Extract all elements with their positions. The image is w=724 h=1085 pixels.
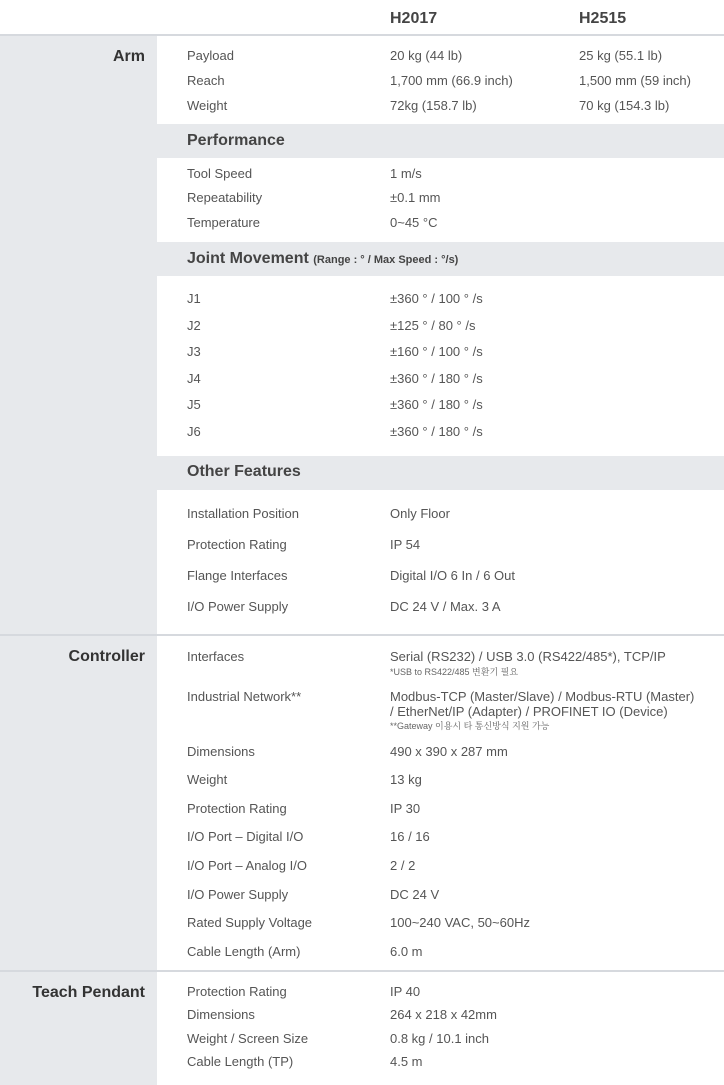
column-header-h2017: H2017 [390, 10, 438, 27]
spec-value: Digital I/O 6 In / 6 Out [390, 568, 515, 583]
spec-label: Repeatability [187, 190, 263, 205]
footnote: *USB to RS422/485 변환기 필요 [390, 667, 519, 677]
spec-value: 0~45 °C [390, 215, 438, 230]
joint-movement-title: Joint Movement [187, 250, 309, 267]
spec-label: Cable Length (Arm) [187, 944, 301, 959]
spec-value: 4.5 m [390, 1054, 423, 1069]
spec-label: Cable Length (TP) [187, 1054, 294, 1069]
spec-value: 16 / 16 [390, 829, 430, 844]
spec-value: / EtherNet/IP (Adapter) / PROFINET IO (Device) [390, 704, 668, 719]
spec-label: Temperature [187, 215, 260, 230]
spec-label: Reach [187, 73, 225, 88]
spec-label: I/O Power Supply [187, 599, 289, 614]
joint-value: ±160 ° / 100 ° /s [390, 344, 483, 359]
spec-label: Protection Rating [187, 984, 287, 999]
spec-label: I/O Power Supply [187, 887, 289, 902]
joint-label: J5 [187, 397, 201, 412]
joint-value: ±360 ° / 180 ° /s [390, 371, 483, 386]
spec-label: Tool Speed [187, 166, 253, 181]
spec-value-h2017: 1,700 mm (66.9 inch) [390, 73, 513, 88]
joint-label: J3 [187, 344, 201, 359]
joint-value: ±360 ° / 100 ° /s [390, 291, 483, 306]
spec-label: Weight / Screen Size [187, 1031, 309, 1046]
spec-value: IP 30 [390, 801, 421, 816]
spec-label: Weight [187, 98, 228, 113]
spec-label: Dimensions [187, 744, 255, 759]
column-header-h2515: H2515 [579, 10, 627, 27]
section-title-arm: Arm [112, 48, 145, 65]
joint-label: J6 [187, 424, 201, 439]
spec-label: Installation Position [187, 506, 300, 521]
spec-label: Industrial Network** [187, 689, 302, 704]
spec-label: I/O Port – Digital I/O [187, 829, 304, 844]
spec-value: 13 kg [390, 772, 422, 787]
spec-value-h2017: 20 kg (44 lb) [390, 48, 463, 63]
spec-value-h2515: 70 kg (154.3 lb) [579, 98, 670, 113]
section-divider-controller [0, 634, 724, 636]
spec-label: Protection Rating [187, 537, 287, 552]
joint-value: ±360 ° / 180 ° /s [390, 424, 483, 439]
joint-value: ±125 ° / 80 ° /s [390, 318, 476, 333]
spec-label: Flange Interfaces [187, 568, 288, 583]
spec-label: Payload [187, 48, 234, 63]
subsection-title-joint-movement [187, 250, 458, 268]
header-divider [0, 34, 724, 36]
spec-value: DC 24 V / Max. 3 A [390, 599, 501, 614]
footnote: **Gateway 이용시 타 통신방식 지원 가능 [390, 721, 550, 731]
spec-value-h2515: 1,500 mm (59 inch) [579, 73, 691, 88]
section-title-teach-pendant: Teach Pendant [32, 984, 145, 1001]
spec-value: IP 54 [390, 537, 421, 552]
section-divider-teach-pendant [0, 970, 724, 972]
spec-label: I/O Port – Analog I/O [187, 858, 307, 873]
spec-value: 0.8 kg / 10.1 inch [390, 1031, 490, 1046]
spec-value: 100~240 VAC, 50~60Hz [390, 915, 530, 930]
spec-value: IP 40 [390, 984, 421, 999]
spec-label: Dimensions [187, 1007, 255, 1022]
joint-label: J2 [187, 318, 201, 333]
joint-movement-units: (Range : ° / Max Speed : °/s) [313, 254, 459, 266]
spec-label: Rated Supply Voltage [187, 915, 313, 930]
spec-value: Only Floor [390, 506, 450, 521]
spec-value: ±0.1 mm [390, 190, 441, 205]
spec-value: Serial (RS232) / USB 3.0 (RS422/485*), TCP/IP [390, 649, 666, 664]
spec-value: 490 x 390 x 287 mm [390, 744, 508, 759]
spec-value: 1 m/s [390, 166, 422, 181]
spec-label: Interfaces [187, 649, 245, 664]
spec-label: Weight [187, 772, 228, 787]
joint-label: J1 [187, 291, 201, 306]
spec-value: Modbus-TCP (Master/Slave) / Modbus-RTU (Master) [390, 689, 695, 704]
spec-value-h2515: 25 kg (55.1 lb) [579, 48, 663, 63]
spec-value: 264 x 218 x 42mm [390, 1007, 497, 1022]
joint-label: J4 [187, 371, 201, 386]
spec-value: 6.0 m [390, 944, 423, 959]
subsection-title-performance: Performance [187, 132, 285, 149]
subsection-title-other-features: Other Features [187, 463, 301, 480]
section-title-controller: Controller [68, 648, 145, 665]
spec-value-h2017: 72kg (158.7 lb) [390, 98, 477, 113]
joint-value: ±360 ° / 180 ° /s [390, 397, 483, 412]
controller-section-band [0, 636, 157, 970]
spec-label: Protection Rating [187, 801, 287, 816]
spec-value: DC 24 V [390, 887, 440, 902]
spec-value: 2 / 2 [390, 858, 416, 873]
arm-section-band [0, 36, 157, 634]
